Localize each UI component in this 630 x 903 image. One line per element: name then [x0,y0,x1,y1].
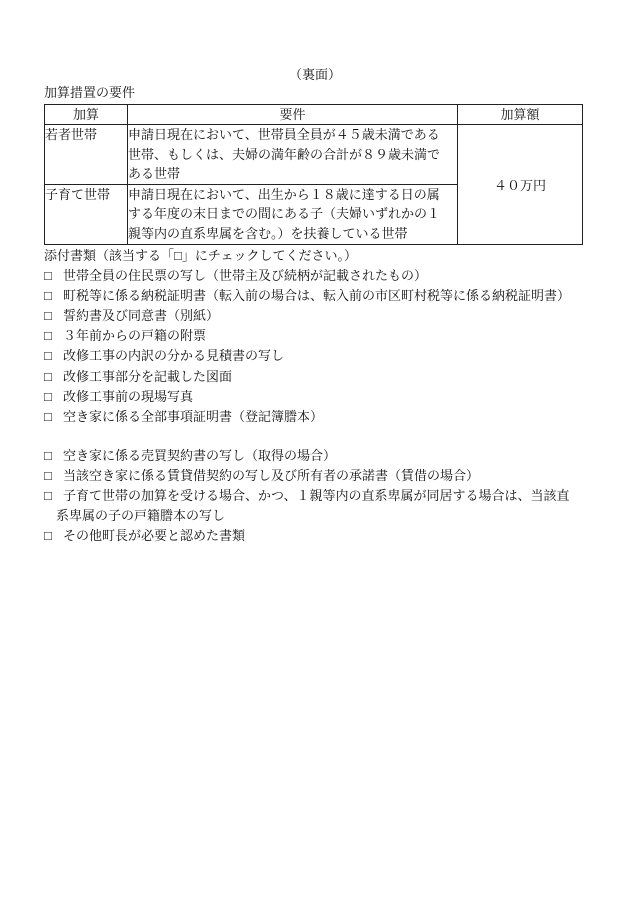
attachments-heading: 添付書類（該当する「□」にチェックしてください。） [44,248,357,263]
item-text: 空き家に係る売買契約書の写し（取得の場合） [63,447,337,463]
checkbox: □ [44,528,52,544]
item-text-continuation: 系卑属の子の戸籍謄本の写し [56,508,226,524]
addition-amount: ４０万円 [458,125,583,245]
requirement-line: 親等内の直系卑属を含む。）を扶養している世帯 [128,225,408,241]
item-text: 空き家に係る全部事項証明書（登記簿謄本） [63,408,324,424]
item-text: 当該空き家に係る賃貸借契約の写し及び所有者の承諾書（賃借の場合） [63,467,480,483]
list-spacer [44,427,582,446]
requirement-young-household [128,125,458,185]
item-text: 改修工事前の現場写真 [63,388,194,404]
checkbox: □ [44,348,52,364]
list-item [44,466,582,486]
list-item [44,266,582,286]
item-text: その他町長が必要と認めた書類 [63,528,246,544]
requirement-line: 申請日現在において、出生から１８歳に達する日の属 [128,186,440,202]
list-item [44,346,582,366]
item-text: 改修工事の内訳の分かる見積書の写し [63,348,285,364]
page-side-label: （裏面） [288,67,341,82]
requirements-table [44,104,583,245]
item-text: ３年前からの戸籍の附票 [63,328,207,344]
list-item [44,526,582,546]
checkbox: □ [44,328,52,344]
requirement-line: 世帯、もしくは、夫婦の満年齢の合計が８９歳未満で [128,146,441,162]
category-childrearing-household: 子育て世帯 [45,184,128,244]
checkbox: □ [44,288,52,304]
requirements-heading: 加算措置の要件 [44,85,136,100]
list-item [44,367,582,387]
item-text: 改修工事部分を記載した図面 [63,368,233,384]
requirement-line: する年度の末日までの間にある子（夫婦いずれかの１ [128,206,441,222]
checkbox: □ [44,447,52,463]
category-young-household: 若者世帯 [45,125,128,185]
checkbox: □ [44,467,52,483]
list-item [44,407,582,427]
checkbox: □ [44,408,52,424]
table-row [45,125,583,185]
header-amount: 加算額 [458,105,583,125]
item-text: 誓約書及び同意書（別紙） [63,308,220,324]
checkbox: □ [44,368,52,384]
requirement-line: 申請日現在において、世帯員全員が４５歳未満である [128,127,440,142]
checkbox: □ [44,488,52,504]
checkbox: □ [44,308,52,324]
table-header-row [45,105,583,125]
requirement-line: ある世帯 [128,166,181,182]
item-text: 世帯全員の住民票の写し（世帯主及び続柄が記載されたもの） [63,268,428,284]
list-item [44,486,582,526]
requirement-childrearing-household [128,184,458,244]
list-item [44,286,582,306]
attachments-section [44,246,582,546]
item-text: 町税等に係る納税証明書（転入前の場合は、転入前の市区町村税等に係る納税証明書） [63,288,571,304]
item-text: 子育て世帯の加算を受ける場合、かつ、１親等内の直系卑属が同居する場合は、当該直 [63,488,570,504]
checkbox: □ [44,268,52,284]
list-item [44,306,582,326]
checkbox: □ [44,388,52,404]
list-item [44,446,582,466]
header-category: 加算 [45,105,128,125]
list-item [44,326,582,346]
header-requirement: 要件 [128,105,458,125]
list-item [44,387,582,407]
